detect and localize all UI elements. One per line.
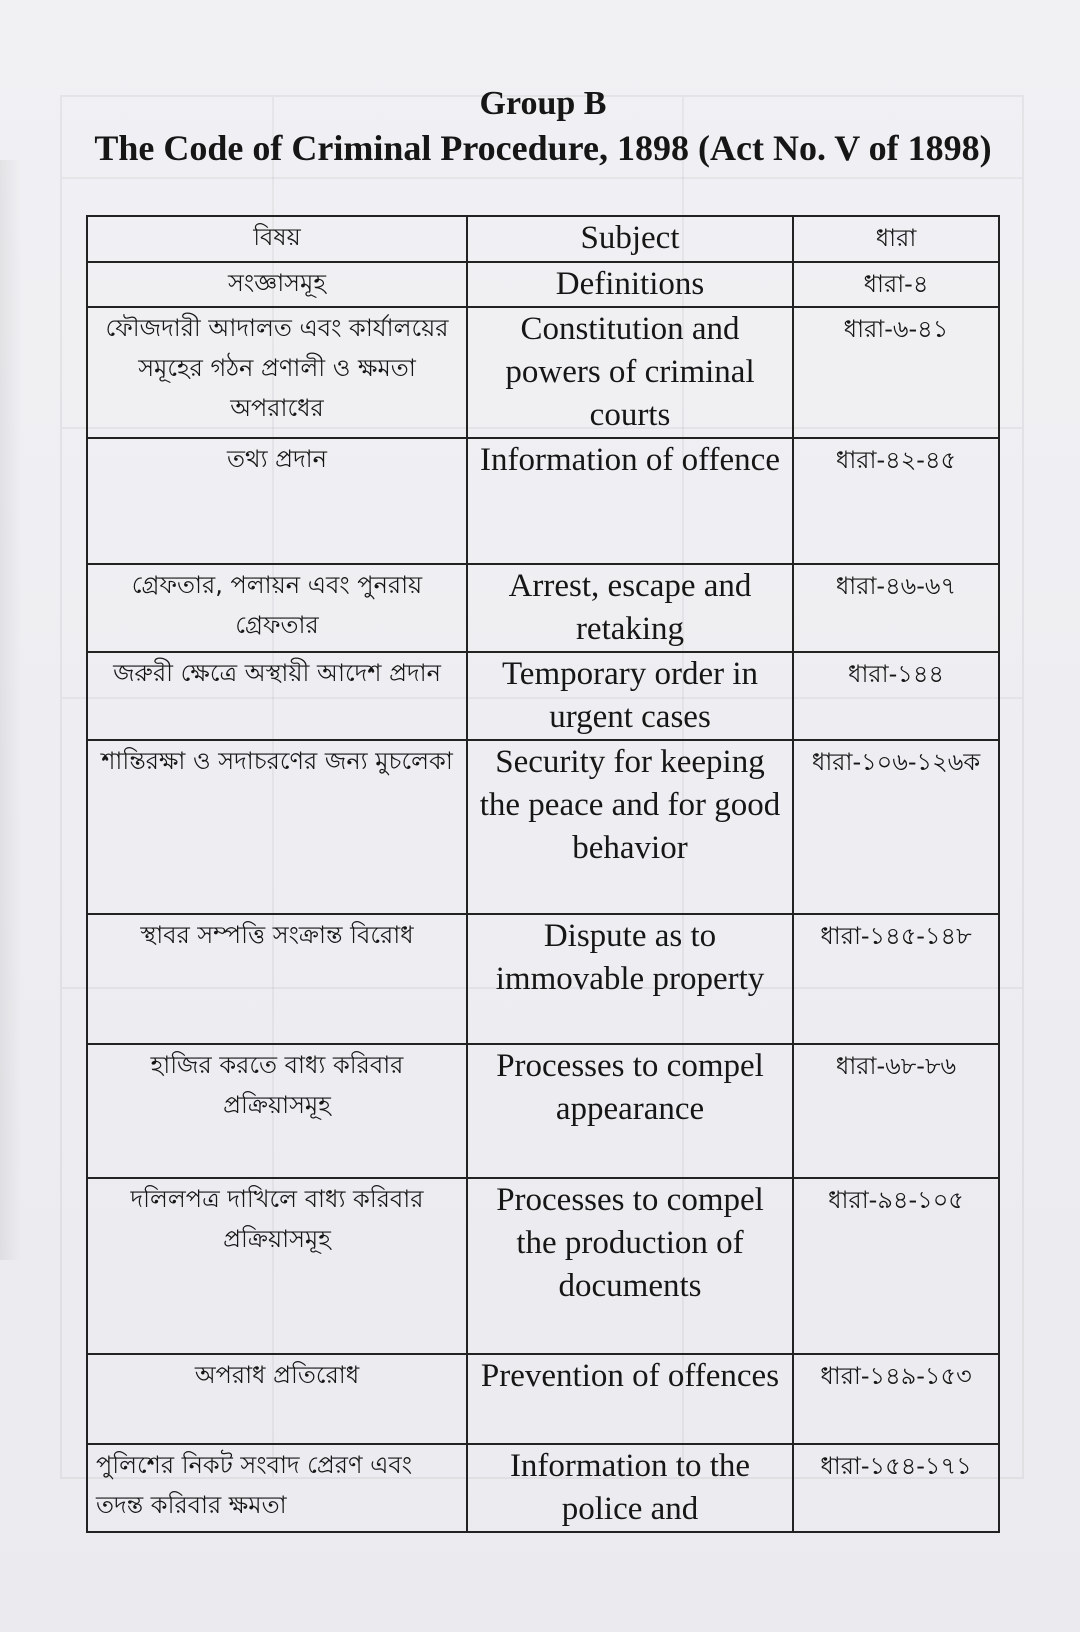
row-en: Temporary order in urgent cases [501,656,759,735]
row-sec: ধারা-১৪৫-১৪৮ [820,922,972,950]
row-sec: ধারা-৪ [863,270,929,298]
header-cell-en [467,216,793,262]
row-sec: ধারা-৪৬-৬৭ [835,572,957,600]
header-cell-bn [87,216,467,262]
document-title: The Code of Criminal Procedure, 1898 (Act No. V of 1898) [94,128,992,168]
row-sec: ধারা-১৪৯-১৫৩ [820,1362,972,1390]
row-bn: স্থাবর সম্পত্তি সংক্রান্ত বিরোধ [140,921,414,949]
header-sec-label: ধারা [875,224,917,252]
table-row [87,1178,999,1354]
header-cell-sec [793,216,999,262]
row-bn: হাজির করতে বাধ্য করিবার প্রক্রিয়াসমূহ [150,1051,404,1119]
header-bn-label: বিষয় [253,223,301,251]
row-en: Prevention of offences [480,1358,780,1394]
table-row [87,740,999,914]
row-bn: সংজ্ঞাসমূহ [228,269,326,297]
row-bn: পুলিশের নিকট সংবাদ প্রেরণ এবং তদন্ত করিবার ক্ষমতা [96,1451,413,1519]
table-header-row [87,216,999,262]
sections-table [86,215,1000,1533]
table-row [87,914,999,1044]
table-row [87,1044,999,1178]
row-sec: ধারা-১৪৪ [848,660,944,688]
row-en: Processes to compel appearance [496,1048,764,1127]
row-sec: ধারা-৯৪-১০৫ [828,1186,964,1214]
row-en: Constitution and powers of criminal courts [505,311,755,433]
row-bn: দলিলপত্র দাখিলে বাধ্য করিবার প্রক্রিয়াসমূহ [130,1185,424,1253]
row-bn: তথ্য প্রদান [227,445,327,473]
row-bn: অপরাধ প্রতিরোধ [194,1361,360,1389]
row-en: Dispute as to immovable property [495,918,765,997]
row-en: Arrest, escape and retaking [508,568,752,647]
row-sec: ধারা-১৫৪-১৭১ [820,1452,972,1480]
row-bn: শান্তিরক্ষা ও সদাচরণের জন্য মুচলেকা [101,747,453,775]
page-shadow [0,160,22,1260]
row-bn: ফৌজদারী আদালত এবং কার্যালয়ের সমূহের গঠন প্রণালী ও ক্ষমতা অপরাধের [105,314,449,422]
row-sec: ধারা-৬-৪১ [843,315,949,343]
row-sec: ধারা-৪২-৪৫ [835,446,957,474]
row-en: Definitions [555,266,705,302]
row-en: Information of offence [480,442,780,478]
row-en: Information to the police and [509,1448,751,1527]
table-row [87,1444,999,1532]
row-sec: ধারা-৬৮-৮৬ [835,1052,957,1080]
header-en-label: Subject [580,220,680,256]
group-heading: Group B [479,85,607,122]
table-row [87,438,999,564]
table-row [87,307,999,438]
table-row [87,652,999,740]
row-en: Processes to compel the production of documents [496,1182,764,1304]
table-row [87,1354,999,1444]
table-row [87,564,999,652]
row-bn: জরুরী ক্ষেত্রে অস্থায়ী আদেশ প্রদান [113,659,441,687]
table-row [87,262,999,307]
row-bn: গ্রেফতার, পলায়ন এবং পুনরায় গ্রেফতার [131,571,423,639]
row-en: Security for keeping the peace and for good behavior [479,744,781,866]
row-sec: ধারা-১০৬-১২৬ক [811,748,981,776]
